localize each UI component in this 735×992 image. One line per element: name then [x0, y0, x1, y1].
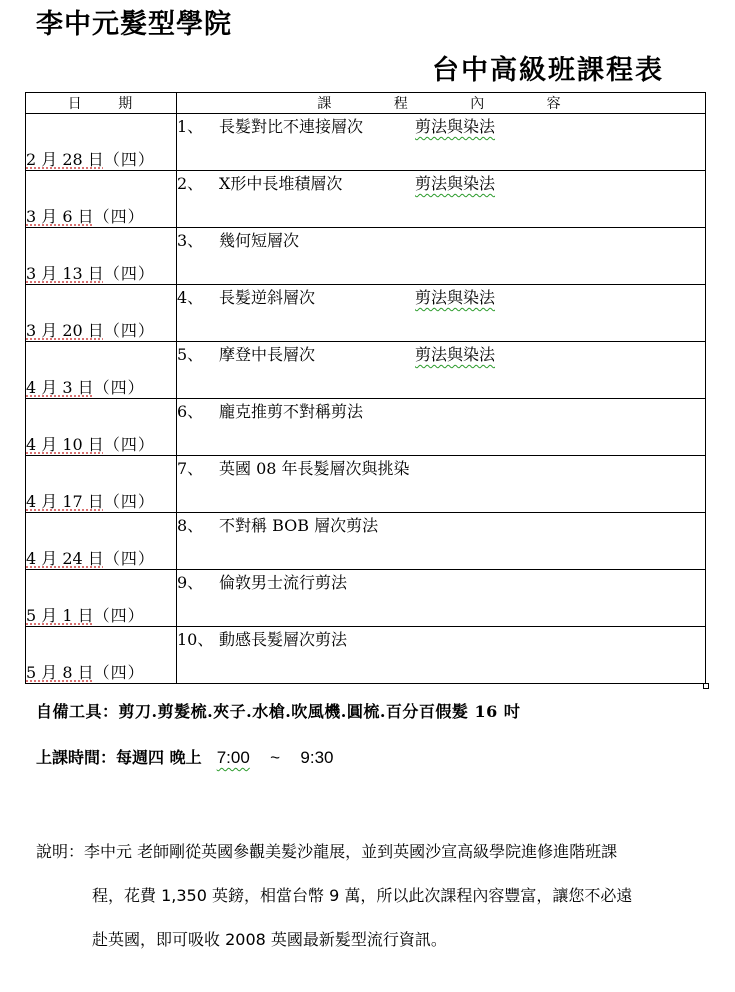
lesson-index: 2、	[177, 174, 204, 193]
lesson-index: 7、	[177, 459, 204, 478]
table-row	[26, 399, 706, 456]
date-cell	[26, 570, 177, 627]
lesson-topic: 摩登中長層次	[219, 345, 316, 364]
lesson-topic: X形中長堆積層次	[219, 174, 343, 193]
weekday-text: （四）	[93, 207, 145, 226]
table-row	[26, 627, 706, 684]
content-cell	[177, 456, 706, 513]
date-cell	[26, 114, 177, 171]
class-time-line	[36, 745, 334, 768]
table-row	[26, 456, 706, 513]
lesson-technique: 剪法與染法	[415, 117, 496, 136]
date-text: 2 月 28 日	[26, 150, 104, 169]
date-cell	[26, 627, 177, 684]
table-row	[26, 171, 706, 228]
lesson-topic: 英國 08 年長髮層次與挑染	[219, 459, 410, 478]
description-note	[36, 830, 716, 962]
school-title: 李中元髮型學院	[36, 9, 232, 40]
weekday-text: （四）	[103, 150, 155, 169]
weekday-text: （四）	[93, 378, 145, 397]
weekday-text: （四）	[93, 663, 145, 682]
date-cell	[26, 228, 177, 285]
table-header-row	[26, 93, 706, 114]
lesson-index: 9、	[177, 573, 204, 592]
table-row	[26, 114, 706, 171]
lesson-topic: 長髮逆斜層次	[219, 288, 316, 307]
lesson-technique: 剪法與染法	[415, 345, 496, 364]
date-cell	[26, 456, 177, 513]
weekday-text: （四）	[103, 264, 155, 283]
weekday-text: （四）	[103, 435, 155, 454]
table-row	[26, 342, 706, 399]
weekday-text: （四）	[93, 606, 145, 625]
table-row	[26, 570, 706, 627]
schedule-body	[26, 114, 706, 684]
class-time-label: 上課時間：	[36, 748, 117, 767]
lesson-index: 1、	[177, 117, 204, 136]
lesson-technique: 剪法與染法	[415, 288, 496, 307]
date-cell	[26, 285, 177, 342]
date-cell	[26, 399, 177, 456]
lesson-technique: 剪法與染法	[415, 174, 496, 193]
content-cell	[177, 513, 706, 570]
content-cell	[177, 171, 706, 228]
content-cell	[177, 114, 706, 171]
date-cell	[26, 513, 177, 570]
content-cell	[177, 399, 706, 456]
date-text: 5 月 8 日	[26, 663, 94, 682]
class-time-end: 9:30	[300, 748, 334, 767]
class-time-day: 每週四 晚上	[116, 748, 202, 767]
lesson-index: 3、	[177, 231, 204, 250]
content-cell	[177, 627, 706, 684]
lesson-topic: 動感長髮層次剪法	[219, 630, 348, 649]
date-text: 4 月 24 日	[26, 549, 104, 568]
date-cell	[26, 171, 177, 228]
weekday-text: （四）	[103, 492, 155, 511]
lesson-index: 5、	[177, 345, 204, 364]
column-header-date: 日 期	[26, 93, 177, 114]
note-line-3: 赴英國，即可吸收 2008 英國最新髮型流行資訊。	[92, 930, 447, 949]
weekday-text: （四）	[103, 549, 155, 568]
content-cell	[177, 228, 706, 285]
class-time-start: 7:00	[216, 748, 250, 767]
lesson-index: 10、	[177, 630, 214, 649]
course-title: 台中高級班課程表	[432, 55, 664, 86]
lesson-index: 4、	[177, 288, 204, 307]
table-row	[26, 285, 706, 342]
date-text: 5 月 1 日	[26, 606, 94, 625]
table-resize-handle[interactable]	[703, 683, 709, 689]
table-row	[26, 513, 706, 570]
class-time-separator: ~	[270, 748, 281, 767]
date-cell	[26, 342, 177, 399]
schedule-table	[25, 92, 706, 684]
lesson-index: 8、	[177, 516, 204, 535]
note-line-2: 程，花費 1,350 英鎊，相當台幣 9 萬，所以此次課程內容豐富，讓您不必遠	[92, 886, 633, 905]
date-text: 3 月 6 日	[26, 207, 94, 226]
date-text: 4 月 10 日	[26, 435, 104, 454]
lesson-topic: 幾何短層次	[219, 231, 300, 250]
date-text: 3 月 20 日	[26, 321, 104, 340]
weekday-text: （四）	[103, 321, 155, 340]
lesson-topic: 長髮對比不連接層次	[219, 117, 364, 136]
lesson-topic: 龐克推剪不對稱剪法	[219, 402, 364, 421]
content-cell	[177, 285, 706, 342]
date-text: 4 月 17 日	[26, 492, 104, 511]
tools-note: 自備工具：剪刀.剪髮梳.夾子.水槍.吹風機.圓梳.百分百假髮 16 吋	[36, 702, 521, 721]
content-cell	[177, 570, 706, 627]
note-line-1: 說明：李中元 老師剛從英國參觀美髮沙龍展，並到英國沙宣高級學院進修進階班課	[36, 842, 618, 861]
lesson-topic: 倫敦男士流行剪法	[219, 573, 348, 592]
lesson-topic: 不對稱 BOB 層次剪法	[219, 516, 379, 535]
lesson-index: 6、	[177, 402, 204, 421]
date-text: 3 月 13 日	[26, 264, 104, 283]
column-header-content: 課 程 內 容	[177, 93, 706, 114]
content-cell	[177, 342, 706, 399]
date-text: 4 月 3 日	[26, 378, 94, 397]
table-row	[26, 228, 706, 285]
